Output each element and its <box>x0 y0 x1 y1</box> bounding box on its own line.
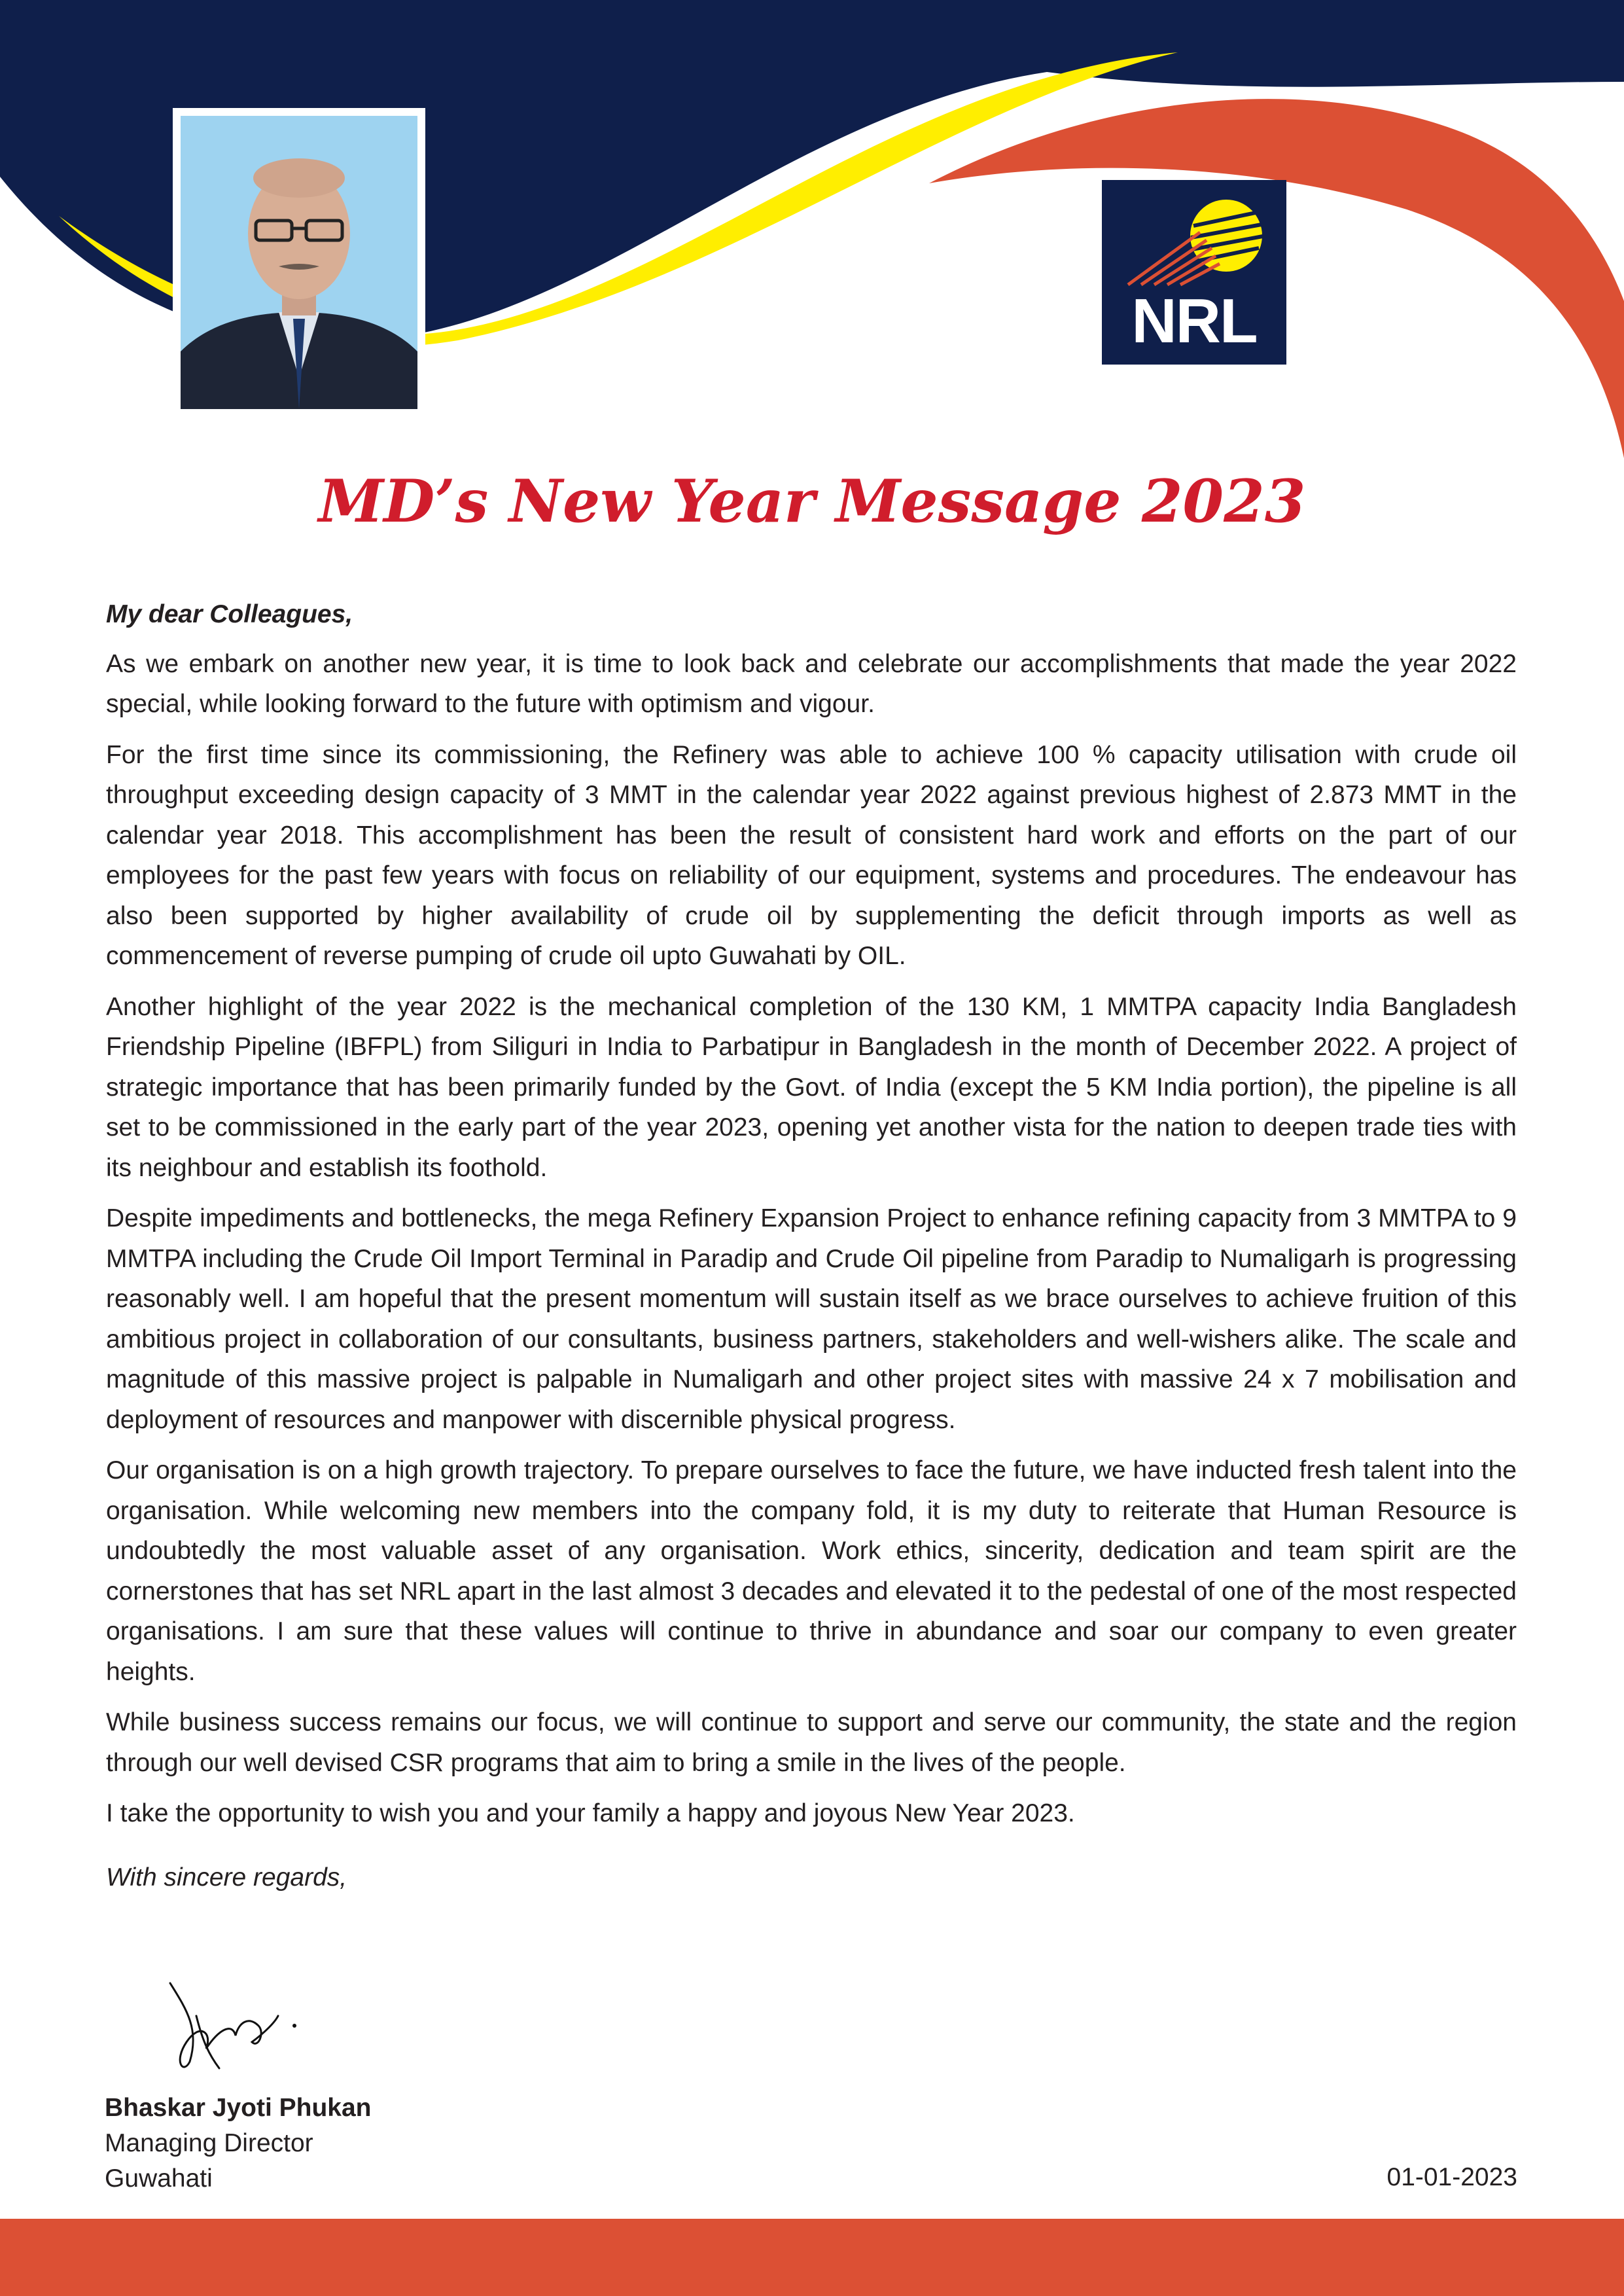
paragraph-6: While business success remains our focus, we will continue to support and serve our community, the state and the region through our well devised CSR programs that aim to bring a smile in the lives of the people. <box>106 1708 1517 1777</box>
paragraph-2: For the first time since its commissioning, the Refinery was able to achieve 100 % capacity utilisation with crude oil throughput exceeding design capacity of 3 MMT in the calendar year 2022 against previous highest of 2.873 MMT in the calendar year 2018. This accomplishment has been the result of consistent hard work and efforts on the part of our employees for the past few years with focus on reliability of our equipment, systems and procedures. The endeavour has also been supported by higher availability of crude oil by supplementing the deficit through imports as well as commencement of reverse pumping of crude oil upto Guwahati by OIL. <box>106 740 1517 970</box>
paragraph-4: Despite impediments and bottlenecks, the mega Refinery Expansion Project to enhance refining capacity from 3 MMTPA to 9 MMTPA including the Crude Oil Import Terminal in Paradip and Crude Oil pipeline from Paradip to Numaligarh is progressing reasonably well. I am hopeful that the present momentum will sustain itself as we brace ourselves to achieve fruition of this ambitious project in collaboration of our consultants, business partners, stakeholders and well-wishers alike. The scale and magnitude of this massive project is palpable in Numaligarh and other project sites with massive 24 x 7 mobilisation and deployment of resources and manpower with discernible physical progress. <box>106 1204 1517 1434</box>
letter-date: 01-01-2023 <box>1386 2163 1517 2191</box>
nrl-logo <box>1102 180 1286 365</box>
portrait-photo <box>181 116 417 409</box>
signatory-designation: Managing Director <box>105 2129 313 2157</box>
paragraph-5: Our organisation is on a high growth trajectory. To prepare ourselves to face the future, we have inducted fresh talent into the organisation. While welcoming new members into the company fold, it is my duty to reiterate that Human Resource is undoubtedly the most valuable asset of any organisation. Work ethics, sincerity, dedication and team spirit are the cornerstones that has set NRL apart in the last almost 3 decades and elevated it to the pedestal of one of the most respected organisations. I am sure that these values will continue to thrive in abundance and soar our company to even greater heights. <box>106 1456 1517 1686</box>
paragraph-3: Another highlight of the year 2022 is the mechanical completion of the 130 KM, 1 MMTPA capacity India Bangladesh Friendship Pipeline (IBFPL) from Siliguri in India to Parbatipur in Bangladesh in the month of December 2022. A project of strategic importance that has been primarily funded by the Govt. of India (except the 5 KM India portion), the pipeline is all set to be commissioned in the early part of the year 2023, opening yet another vista for the nation to deepen trade ties with its neighbour and establish its foothold. <box>106 992 1517 1182</box>
footer-bar <box>0 2219 1624 2296</box>
page-title: MD’s New Year Message 2023 <box>318 467 1306 536</box>
salutation: My dear Colleagues, <box>106 600 353 628</box>
logo-wordmark: NRL <box>1131 286 1257 356</box>
signature <box>160 1970 311 2081</box>
signatory-name: Bhaskar Jyoti Phukan <box>105 2094 372 2122</box>
closing-line: With sincere regards, <box>106 1863 347 1892</box>
message-body <box>106 594 1517 1897</box>
portrait-photo-frame <box>173 108 425 417</box>
signatory-place: Guwahati <box>105 2164 213 2193</box>
paragraph-7: I take the opportunity to wish you and your family a happy and joyous New Year 2023. <box>106 1799 1075 1827</box>
signatory-block <box>105 2090 371 2197</box>
paragraph-1: As we embark on another new year, it is time to look back and celebrate our accomplishments that made the year 2022 special, while looking forward to the future with optimism and vigour. <box>106 649 1517 718</box>
